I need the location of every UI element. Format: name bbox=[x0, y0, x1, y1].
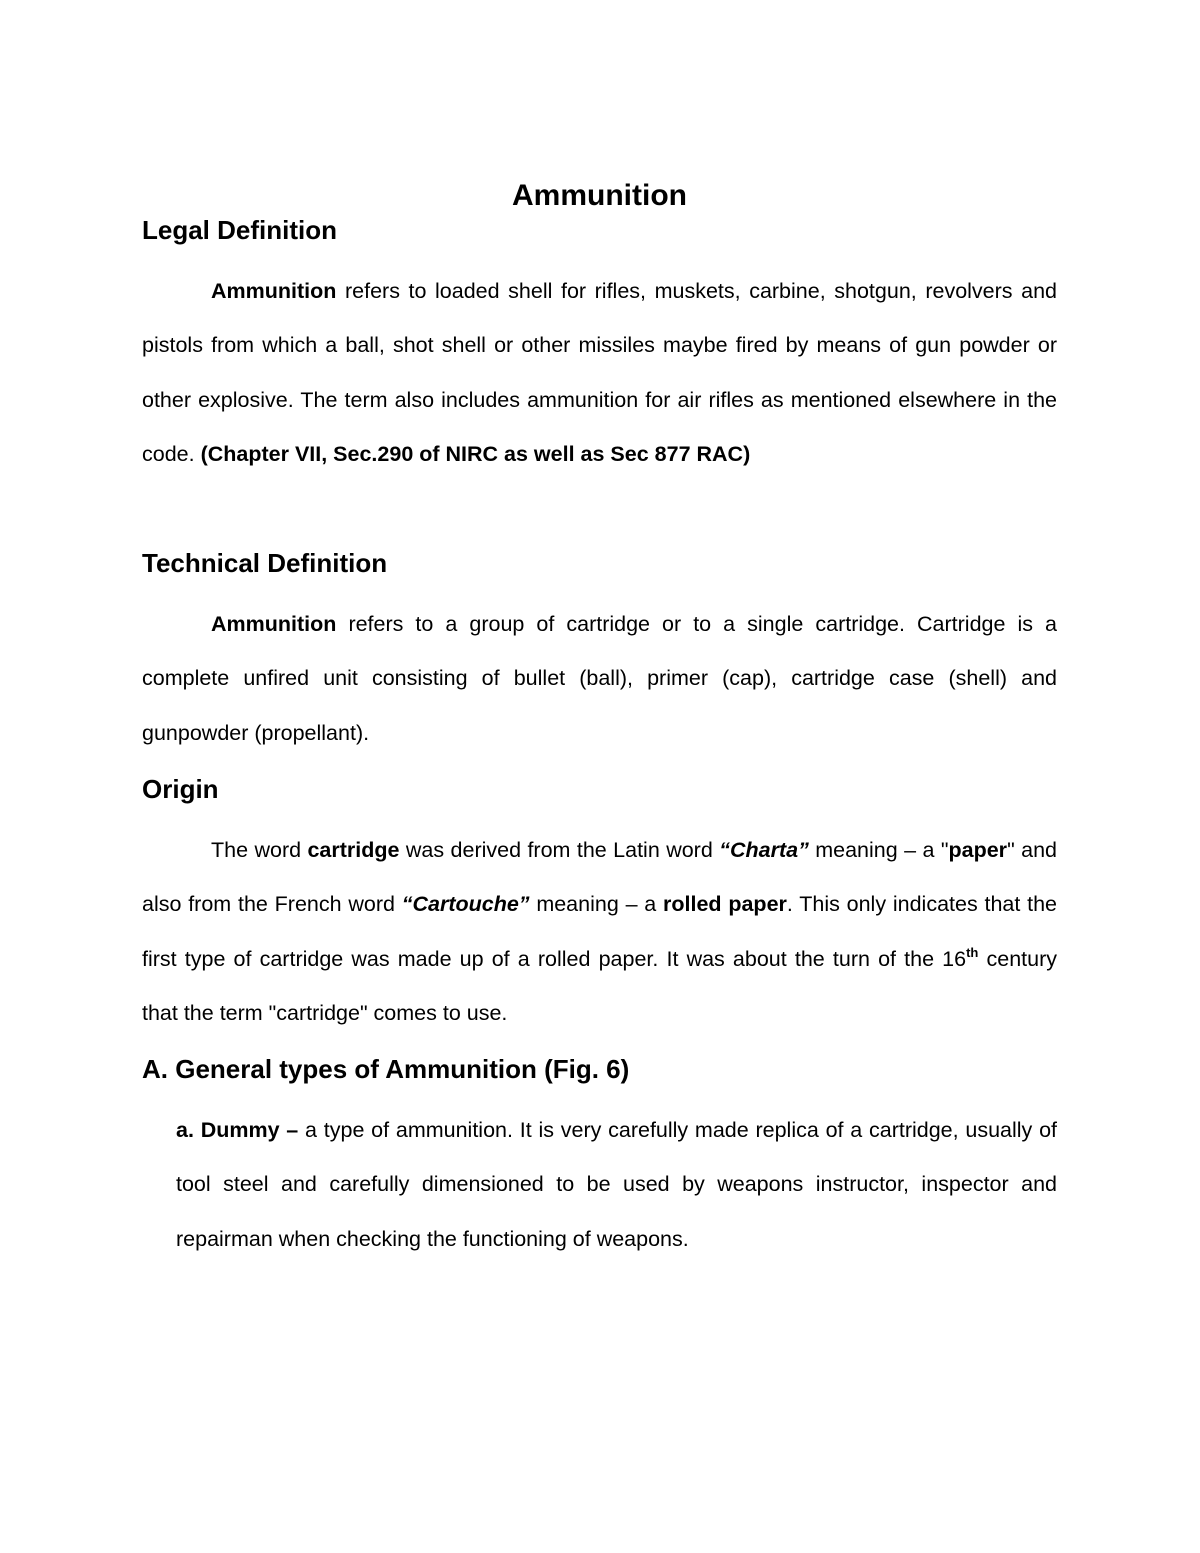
origin-text: . This only indicates that the first type of cartridge was made up of a rolled paper. It was about the turn of the 16 bbox=[142, 892, 1058, 971]
origin-superscript: th bbox=[966, 944, 979, 960]
technical-term: Ammunition bbox=[211, 612, 337, 636]
origin-text: meaning – a bbox=[808, 838, 941, 862]
list-item-label: a. Dummy – bbox=[176, 1118, 299, 1142]
origin-quote: " bbox=[940, 838, 949, 862]
origin-text: meaning – a bbox=[529, 892, 664, 917]
legal-term: Ammunition bbox=[211, 279, 337, 303]
origin-text: and also from the French word bbox=[142, 838, 1057, 917]
technical-text: refers to a group of cartridge or to a single cartridge. Cartridge is a complete unfired unit consisting of bullet (ball), primer (cap), cartridge case (shell) and gunpowder (propellant). bbox=[142, 612, 1057, 745]
general-types-heading: A. General types of Ammunition (Fig. 6) bbox=[142, 1054, 630, 1084]
legal-citation: (Chapter VII, Sec.290 of NIRC as well as Sec 877 RAC) bbox=[200, 441, 751, 466]
origin-bold-rolled-paper: rolled paper bbox=[663, 892, 787, 917]
list-item-text: a type of ammunition. It is very carefully made replica of a cartridge, usually of tool steel and carefully dimensioned to be used by weapons instructor, inspector and repairman when checking the functioning of weapons. bbox=[176, 1118, 1058, 1251]
technical-definition-heading: Technical Definition bbox=[142, 548, 388, 578]
origin-latin-word: “Charta” bbox=[719, 838, 809, 862]
technical-definition-paragraph bbox=[142, 597, 1057, 760]
legal-text: refers to loaded shell for rifles, muskets, carbine, shotgun, revolvers and pistols from which a ball, shot shell or other missiles maybe fired by means of gun powder or other explosive. The term also includes ammunition for air rifles as mentioned elsewhere in the code. bbox=[142, 279, 1057, 466]
document-title: Ammunition bbox=[512, 179, 687, 212]
legal-definition-heading: Legal Definition bbox=[142, 215, 337, 245]
origin-paragraph bbox=[142, 823, 1057, 1040]
legal-definition-paragraph bbox=[142, 264, 1057, 481]
origin-bold-paper: paper bbox=[948, 838, 1008, 862]
origin-french-word: “Cartouche” bbox=[401, 892, 530, 917]
origin-text: The word bbox=[211, 838, 308, 862]
origin-heading: Origin bbox=[142, 774, 219, 804]
origin-quote: " bbox=[1007, 838, 1015, 862]
origin-bold-cartridge: cartridge bbox=[307, 838, 400, 862]
list-item bbox=[176, 1103, 1057, 1266]
origin-text: was derived from the Latin word bbox=[399, 838, 720, 862]
origin-text: century that the term "cartridge" comes to use. bbox=[142, 946, 1057, 1025]
